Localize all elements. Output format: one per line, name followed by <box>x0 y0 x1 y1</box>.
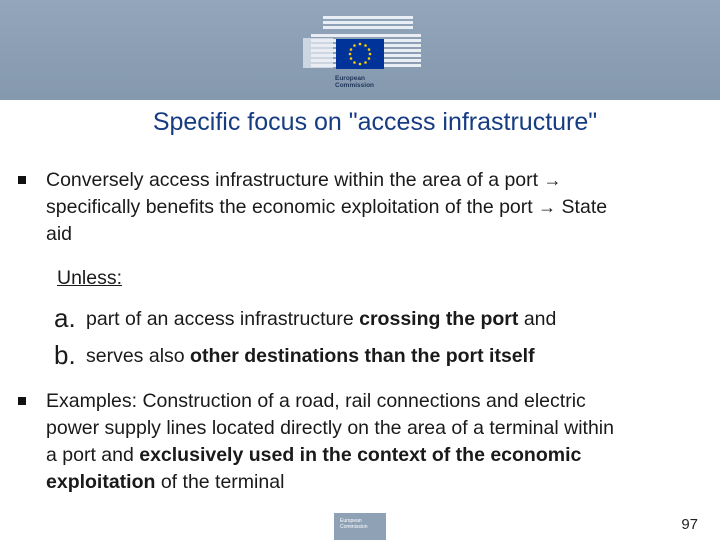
bullet-1-line2: specifically benefits the economic exploitation of the port <box>46 196 533 218</box>
sub-item-text: serves also <box>86 345 191 367</box>
sub-item-bold: other destinations than the port itself <box>190 345 535 367</box>
logo-text <box>335 75 374 89</box>
logo-line1: European <box>335 75 365 82</box>
arrow-right-icon: → <box>543 170 562 190</box>
slide-title: Specific focus on "access infrastructure" <box>152 108 598 136</box>
arrow-right-icon: → <box>538 197 557 217</box>
bullet-square-icon <box>18 397 26 405</box>
page-number: 97 <box>681 516 698 533</box>
footer-logo <box>334 513 386 540</box>
bullet-1-line1: Conversely access infrastructure within the area of a port <box>46 169 539 191</box>
berlaymont-building-icon <box>303 8 421 74</box>
sub-item-bold: crossing the port <box>359 308 519 330</box>
footer-logo-text: European Commission <box>340 518 368 530</box>
european-commission-logo <box>303 8 421 98</box>
bullet-2-line2: power supply lines located directly on the area of a terminal within <box>46 417 614 439</box>
sub-item-a <box>54 303 556 334</box>
sub-item-letter: b. <box>54 340 76 370</box>
bullet-2-line3: a port and <box>46 444 140 466</box>
sub-item-letter: a. <box>54 303 76 333</box>
bullet-2-line4: of the terminal <box>155 471 285 493</box>
bullet-2-line4-bold: exploitation <box>46 471 156 493</box>
logo-line2: Commission <box>335 82 375 89</box>
sub-item-text: part of an access infrastructure <box>86 308 360 330</box>
sub-item-b <box>54 340 535 371</box>
bullet-2-text <box>46 388 720 496</box>
bullet-1-line3: aid <box>46 223 73 245</box>
bullet-2-line1: Examples: Construction of a road, rail connections and electric <box>46 390 586 412</box>
sub-item-text-after: and <box>518 308 557 330</box>
unless-label: Unless: <box>57 267 123 289</box>
bullet-square-icon <box>18 176 26 184</box>
bullet-1-text <box>46 167 720 248</box>
bullet-1-line2-tail: State <box>561 196 608 218</box>
bullet-2-line3-bold: exclusively used in the context of the economic <box>139 444 582 466</box>
